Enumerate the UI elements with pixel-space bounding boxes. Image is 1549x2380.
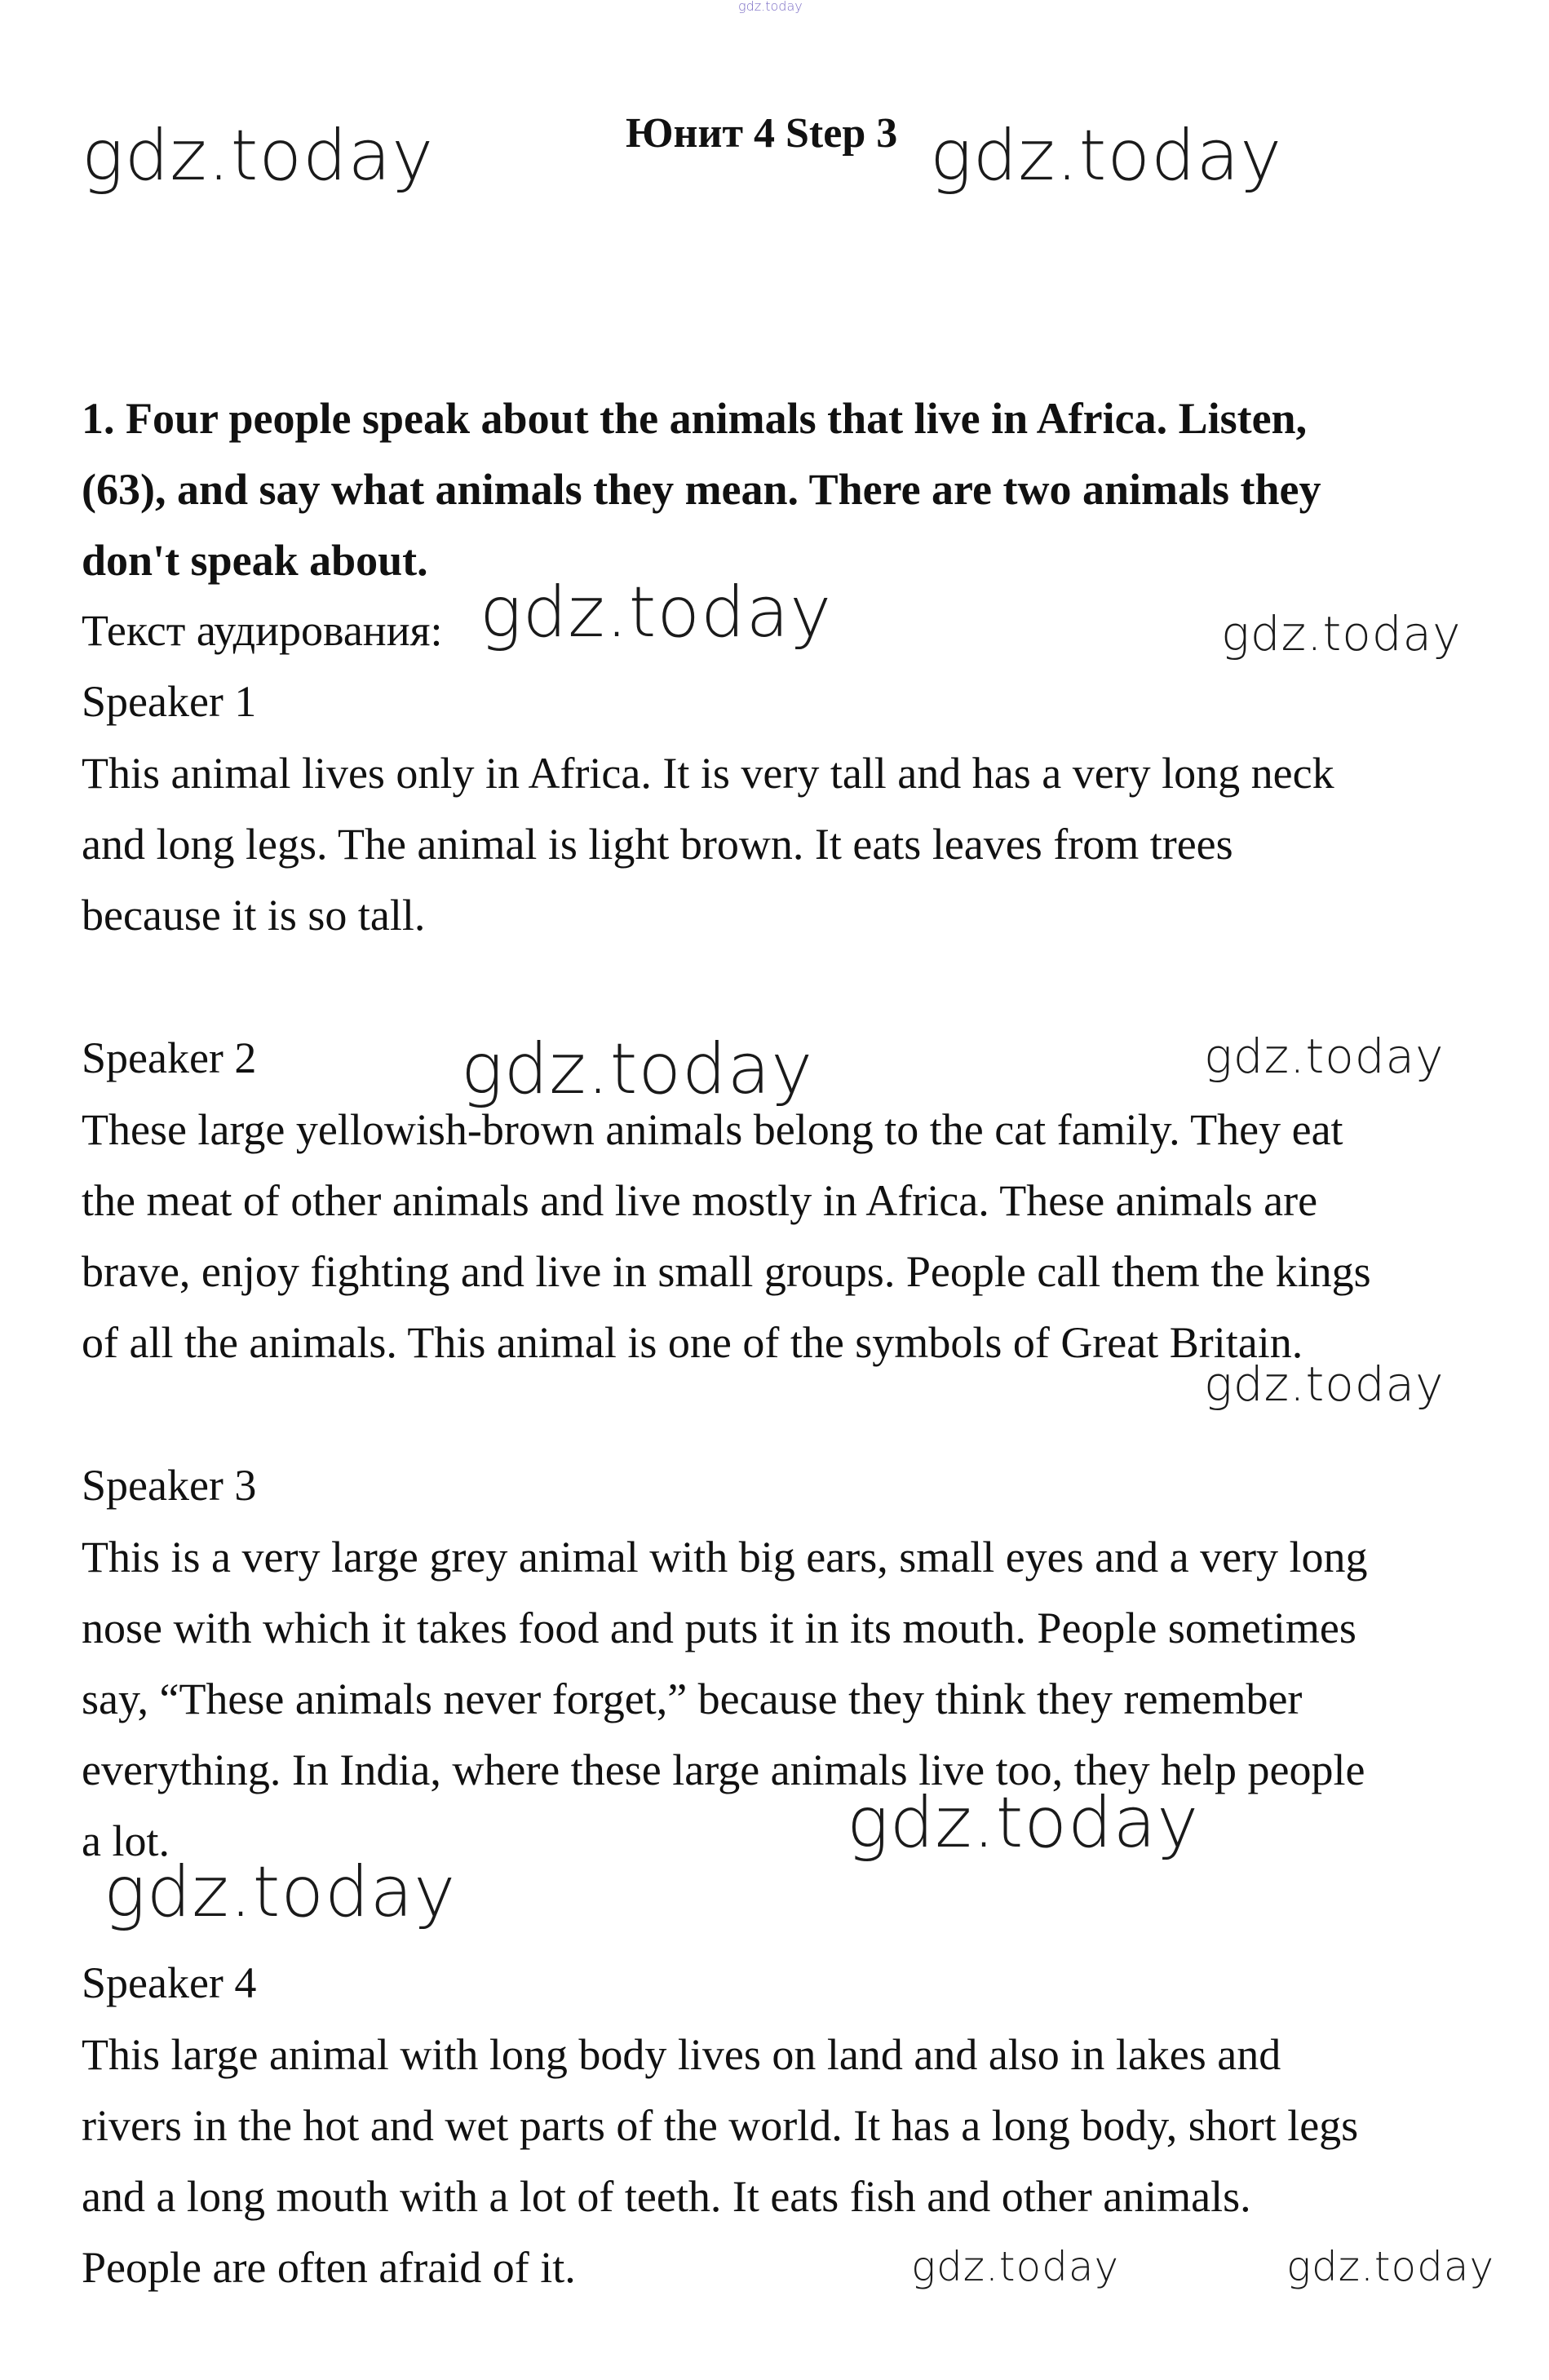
watermark: gdz.today	[1286, 2243, 1495, 2290]
speaker-line: say, “These animals never forget,” because they think they remember	[82, 1674, 1303, 1723]
watermark: gdz.today	[847, 1782, 1200, 1864]
watermark: gdz.today	[480, 572, 833, 653]
speaker-line: rivers in the hot and wet parts of the world. It has a long body, short legs	[82, 2101, 1359, 2150]
page-title: Юнит 4 Step 3	[626, 110, 898, 157]
task-line: 1. Four people speak about the animals that live in Africa. Listen,	[82, 394, 1308, 443]
speaker-line: because it is so tall.	[82, 891, 426, 940]
speaker-line: everything. In India, where these large animals live too, they help people	[82, 1745, 1365, 1794]
speaker-label: Speaker 4	[82, 1958, 257, 2007]
top-watermark: gdz.today	[738, 0, 803, 14]
watermark: gdz.today	[104, 1851, 457, 1933]
speaker-line: People are often afraid of it.	[82, 2243, 576, 2292]
watermark: gdz.today	[1204, 1029, 1445, 1084]
speaker-text	[82, 1522, 1485, 1877]
speaker-line: of all the animals. This animal is one of the symbols of Great Britain.	[82, 1318, 1303, 1367]
task-line: (63), and say what animals they mean. There are two animals they	[82, 465, 1321, 514]
speaker-line: This animal lives only in Africa. It is very tall and has a very long neck	[82, 749, 1334, 798]
watermark: gdz.today	[911, 2243, 1120, 2290]
watermark: gdz.today	[1221, 606, 1462, 661]
speaker-line: a lot.	[82, 1816, 170, 1865]
speaker-label: Speaker 3	[82, 1461, 257, 1510]
speaker-line: This is a very large grey animal with big ears, small eyes and a very long	[82, 1533, 1368, 1582]
speaker-text	[82, 738, 1485, 951]
speaker-line: This large animal with long body lives on land and also in lakes and	[82, 2030, 1281, 2079]
speaker-line: and a long mouth with a lot of teeth. It eats fish and other animals.	[82, 2172, 1251, 2221]
speaker-text	[82, 1095, 1485, 1378]
task-instruction	[82, 383, 1485, 596]
speaker-label: Speaker 2	[82, 1033, 257, 1082]
watermark: gdz.today	[82, 115, 435, 197]
speaker-line: the meat of other animals and live mostly in Africa. These animals are	[82, 1176, 1318, 1225]
watermark: gdz.today	[930, 115, 1283, 197]
transcript-label: Текст аудирования:	[82, 606, 443, 655]
speaker-line: brave, enjoy fighting and live in small groups. People call them the kings	[82, 1247, 1371, 1296]
watermark: gdz.today	[461, 1029, 814, 1110]
task-line: don't speak about.	[82, 536, 428, 585]
speaker-line: nose with which it takes food and puts it in its mouth. People sometimes	[82, 1604, 1356, 1652]
speaker-line: These large yellowish-brown animals belong to the cat family. They eat	[82, 1105, 1343, 1154]
speaker-text	[82, 2019, 1485, 2303]
watermark: gdz.today	[1204, 1356, 1445, 1412]
speaker-label: Speaker 1	[82, 677, 257, 726]
speaker-line: and long legs. The animal is light brown. It eats leaves from trees	[82, 820, 1233, 869]
